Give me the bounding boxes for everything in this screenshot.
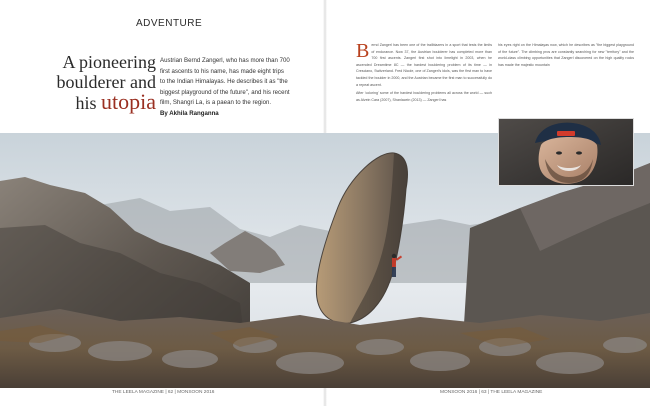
portrait-illustration (499, 119, 633, 185)
climber-body (392, 258, 396, 267)
beanie-logo (557, 131, 575, 136)
dropcap: B (356, 40, 370, 62)
eye-left (556, 151, 562, 154)
portrait-photo (498, 118, 634, 186)
title-line-3 (48, 89, 156, 114)
climber-legs (392, 267, 396, 277)
body-column-1-text: ernd Zangerl has been one of the trailblazers in a sport that tests the limits of endurance. Now 37, the Austrian boulderer has completed more than 700 first ascents. Zangerl first shot into limelight in 2003, when he ascended Dreamtime 8C — the hardest bouldering problem of its time — in Cresciano, Switzerland. Fred Nicole, one of Zangerl's idols, was the first man to have tackled the boulder in 2000, and the Austrian became the first man to successfully do a repeat ascent. (356, 43, 492, 87)
eye-right (576, 151, 582, 154)
article-title (48, 52, 156, 113)
title-line-2: boulderer and (56, 72, 156, 92)
deck-text: Austrian Bernd Zangerl, who has more than 700 first ascents to his name, has made eight trips to the Indian Himalayas. He describes it as "the biggest playground of the future", and his recent film, Shangri La, is a paean to the region. (160, 57, 290, 106)
body-column-1-text-2: After 'coloring' some of the hardest bouldering problems all across the world — such as Alvein Cara (2007), Shanlacein (2013) — Zangerl has (356, 91, 492, 102)
title-line-3-prefix: his (75, 93, 97, 113)
climber-head (392, 254, 396, 258)
folio-left: THE LEELA MAGAZINE | 62 | MONSOON 2016 (112, 390, 215, 395)
article-deck (160, 56, 290, 119)
body-columns (356, 42, 636, 122)
section-label: ADVENTURE (136, 18, 203, 29)
title-line-1: A pioneering (62, 52, 156, 72)
body-column-2 (498, 42, 634, 68)
title-line-3-accent: utopia (101, 89, 156, 114)
folio-right: MONSOON 2016 | 63 | THE LEELA MAGAZINE (440, 390, 543, 395)
byline: By Akhila Ranganna (160, 109, 219, 117)
body-column-2-text: his eyes right on the Himalayas now, which he describes as "the biggest playground of the future". The climbing pros are constantly searching for new "territory" and the world-class climbing opportunities that Zangerl discovered on the high quality rocks has made the majestic mountain (498, 43, 634, 67)
body-column-1 (356, 42, 492, 103)
